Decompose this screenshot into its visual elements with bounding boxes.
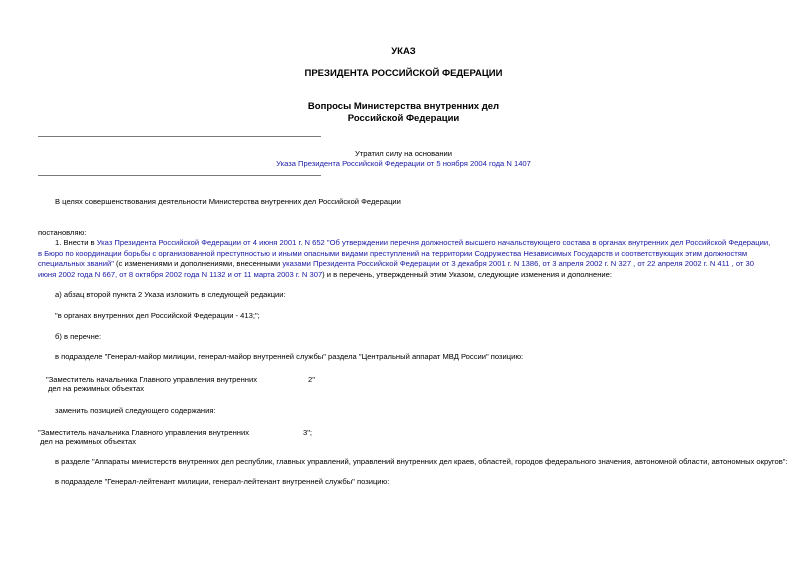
item-b: б) в перечне: [55,332,102,341]
divider-bottom [38,175,321,176]
section-2: в разделе "Аппараты министерств внутренних дел республик, главных управлений, управлений внутренних дел краев, областей, городов федерального значения, автономной области, автономных округов": [55,457,788,466]
paragraph-1 [38,238,773,280]
doc-subject [0,101,807,125]
decree-652-link[interactable]: Указ Президента Российской Федерации от 4 июня 2001 г. N 652 "Об утверждении перечня должностей высшего начальствующего состава в органах внутренних дел Российской Федерации, в Бюро по координации борьбы с организованной преступностью и иными опасными видами преступлений на территории Содружества Независимых Государств и соответствующих этим должностям специальных званий" [38,238,771,268]
position-old-line1: "Заместитель начальника Главного управления внутренних [46,375,258,384]
position-old-number: 2" [308,375,315,384]
divider-top [38,136,321,137]
position-new-line1: "Заместитель начальника Главного управления внутренних [38,428,250,437]
position-new [38,428,249,446]
preamble: В целях совершенствования деятельности Министерства внутренних дел Российской Федерации [55,197,401,206]
position-old [46,375,257,393]
position-new-number: 3"; [303,428,313,437]
item-a: а) абзац второй пункта 2 Указа изложить в следующей редакции: [55,290,286,299]
basis-decree-link[interactable]: Указа Президента Российской Федерации от 5 ноября 2004 года N 1407 [276,159,531,168]
lost-force-basis [0,159,807,169]
doc-subject-line2: Российской Федерации [347,113,460,124]
doc-issuer: ПРЕЗИДЕНТА РОССИЙСКОЙ ФЕДЕРАЦИИ [304,68,503,79]
decree-word: постановляю: [38,228,87,237]
lost-force-note: Утратил силу на основании [354,149,453,158]
p1-mid: (с изменениями и дополнениями, внесенными [113,259,283,268]
subsection-2: в подразделе "Генерал-лейтенант милиции, генерал-лейтенант внутренней службы" позицию: [55,477,390,486]
doc-title: УКАЗ [391,46,416,57]
doc-subject-line1: Вопросы Министерства внутренних дел [307,101,500,112]
position-new-line2: дел на режимных объектах [40,437,137,446]
replace-instruction: заменить позицией следующего содержания: [55,406,216,415]
item-a-text: "в органах внутренних дел Российской Федерации - 413;"; [55,311,260,320]
subsection-1: в подразделе "Генерал-майор милиции, генерал-майор внутренней службы" раздела "Центральный аппарат МВД России" позицию: [55,352,524,361]
position-old-line2: дел на режимных объектах [48,384,145,393]
p1-start: 1. Внести в [55,238,97,247]
p1-end: ) и в перечень, утвержденный этим Указом, следующие изменения и дополнение: [322,269,612,279]
amending-decrees-link[interactable]: указами Президента Российской Федерации от 3 декабря 2001 г. N 1386, от 3 апреля 2002 г. N 327 , от 22 апреля 2002 г. N 411 , от 30 июня 2002 года N 667, от 8 октября 2002 года N 1132 и от 11 марта 2003 г. N 307 [38,259,754,279]
